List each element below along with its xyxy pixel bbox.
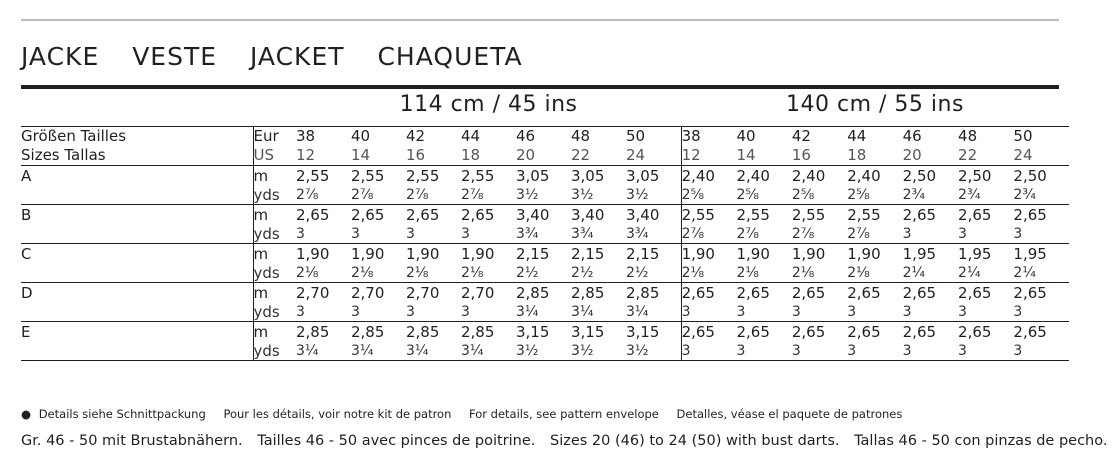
yard-value: 3¼	[516, 304, 539, 320]
meter-value: 2,40	[736, 167, 770, 185]
title-fr: VESTE	[132, 42, 218, 71]
details-note	[21, 407, 916, 421]
yard-value: 3½	[571, 187, 594, 203]
note-es: Detalles, véase el paquete de patrones	[676, 407, 903, 421]
bust-fr: Tailles 46 - 50 avec pinces de poitrine.	[257, 433, 536, 449]
meter-value: 1,90	[681, 244, 736, 265]
size-eur-cell: 42	[791, 127, 811, 145]
yard-value: 3¼	[571, 304, 594, 320]
note-fr: Pour les détails, voir notre kit de patron	[223, 407, 452, 421]
bust-es: Tallas 46 - 50 con pinzas de pecho.	[854, 433, 1108, 449]
meter-value: 1,90	[351, 245, 385, 263]
yard-value: 3	[1013, 226, 1023, 242]
size-us-cell: 22	[571, 146, 591, 164]
yard-value: 3	[1013, 304, 1023, 320]
meter-value: 2,50	[1013, 167, 1047, 185]
yard-value: 2⅛	[406, 265, 429, 281]
size-us-cell: 18	[461, 146, 481, 164]
yard-value: 2⅛	[296, 265, 319, 281]
meter-value: 2,85	[571, 284, 605, 302]
yard-value: 2⅝	[847, 187, 870, 203]
meter-value: 2,40	[681, 166, 736, 187]
yard-value: 3¼	[351, 343, 374, 359]
size-eur-cell: 44	[847, 127, 867, 145]
yard-value: 3	[296, 226, 305, 242]
meter-value: 2,65	[791, 284, 826, 302]
size-us-cell: 16	[791, 146, 811, 164]
size-us-cell: 24	[626, 146, 646, 164]
unit-yds: yds	[253, 303, 296, 322]
meter-value: 2,65	[296, 206, 330, 224]
meter-value: 2,85	[516, 284, 550, 302]
yard-value: 2⅞	[736, 226, 759, 242]
size-eur-cell: 40	[351, 127, 371, 145]
yard-value: 3	[296, 304, 305, 320]
yard-value: 3	[958, 226, 967, 242]
view-row-m	[21, 283, 1069, 304]
unit-yds: yds	[253, 225, 296, 244]
yard-value: 2¼	[958, 265, 981, 281]
meter-value: 2,65	[847, 284, 881, 302]
fabric-width-114: 114 cm / 45 ins	[399, 92, 578, 117]
meter-value: 2,15	[571, 245, 605, 263]
size-us-cell: 14	[351, 146, 371, 164]
meter-value: 3,40	[626, 206, 660, 224]
unit-m: m	[253, 283, 296, 304]
unit-yds: yds	[253, 342, 296, 361]
meter-value: 2,55	[847, 206, 881, 224]
view-label-spacer	[21, 264, 253, 283]
yard-value: 2⅛	[461, 265, 484, 281]
view-row-yds	[21, 264, 1069, 283]
note-en: For details, see pattern envelope	[469, 407, 659, 421]
meter-value: 2,55	[736, 206, 770, 224]
meter-value: 3,40	[571, 206, 605, 224]
yard-value: 3½	[516, 343, 539, 359]
view-row-yds	[21, 342, 1069, 361]
size-us-cell: 22	[958, 146, 978, 164]
meter-value: 2,55	[351, 167, 385, 185]
meter-value: 2,65	[1013, 206, 1047, 224]
size-eur-cell: 38	[296, 127, 316, 145]
unit-yds: yds	[253, 264, 296, 283]
yard-value: 2⅛	[681, 264, 736, 283]
size-eur-cell: 46	[516, 127, 536, 145]
yard-value: 3½	[626, 187, 649, 203]
yard-value: 2⅞	[791, 226, 815, 242]
yard-value: 3¼	[296, 343, 319, 359]
view-label: B	[21, 206, 32, 224]
meter-value: 3,05	[626, 167, 660, 185]
meter-value: 2,85	[296, 323, 330, 341]
meter-value: 1,95	[902, 245, 937, 263]
unit-m: m	[253, 166, 296, 187]
meter-value: 2,65	[902, 323, 937, 341]
yard-value: 2⅞	[681, 225, 736, 244]
meter-value: 2,65	[958, 206, 992, 224]
size-us-cell: 20	[902, 146, 922, 164]
size-eur-cell: 48	[958, 127, 978, 145]
meter-value: 2,65	[791, 323, 826, 341]
meter-value: 2,55	[406, 167, 440, 185]
yard-value: 3¼	[406, 343, 429, 359]
yard-value: 2⅝	[791, 187, 815, 203]
view-row-m	[21, 322, 1069, 343]
meter-value: 2,70	[406, 284, 440, 302]
title-en: JACKET	[250, 42, 345, 71]
meter-value: 2,65	[847, 323, 881, 341]
yard-value: 3	[461, 304, 470, 320]
size-eur-cell: 50	[1013, 127, 1033, 145]
size-row-us	[21, 146, 1069, 166]
yard-value: 3½	[516, 187, 539, 203]
yard-value: 2⅛	[351, 265, 374, 281]
meter-value: 2,50	[958, 167, 992, 185]
size-label-1: Größen Tailles	[21, 127, 127, 145]
yard-value: 2½	[516, 265, 539, 281]
view-row-yds	[21, 303, 1069, 322]
meter-value: 2,55	[791, 206, 826, 224]
size-eur-cell: 42	[406, 127, 426, 145]
yard-value: 2⅛	[736, 265, 759, 281]
yard-value: 3¼	[461, 343, 484, 359]
size-eur-cell: 46	[902, 127, 922, 145]
size-us-cell: 14	[736, 146, 756, 164]
view-row-yds	[21, 186, 1069, 205]
meter-value: 2,55	[296, 167, 330, 185]
yard-value: 3	[406, 226, 415, 242]
yard-value: 3	[681, 342, 736, 361]
meter-value: 1,95	[958, 245, 992, 263]
yard-value: 3¾	[626, 226, 649, 242]
yard-value: 3	[847, 343, 857, 359]
view-label: C	[21, 245, 32, 263]
meter-value: 1,90	[406, 245, 440, 263]
bust-en: Sizes 20 (46) to 24 (50) with bust darts.	[550, 433, 840, 449]
size-eur-cell: 50	[626, 127, 646, 145]
title-de: JACKE	[21, 42, 100, 71]
meter-value: 2,55	[461, 167, 495, 185]
yard-value: 2⅞	[351, 187, 374, 203]
meter-value: 2,15	[516, 245, 550, 263]
meter-value: 2,40	[847, 167, 881, 185]
size-eur-cell: 44	[461, 127, 481, 145]
view-row-yds	[21, 225, 1069, 244]
meter-value: 1,90	[847, 245, 881, 263]
unit-m: m	[253, 322, 296, 343]
us-label: US	[253, 146, 296, 166]
meter-value: 2,65	[958, 323, 992, 341]
yard-value: 3	[736, 343, 746, 359]
yard-value: 2⅞	[461, 187, 484, 203]
view-label: A	[21, 167, 32, 185]
meter-value: 1,90	[296, 245, 330, 263]
yard-value: 3	[902, 226, 912, 242]
view-row-m	[21, 166, 1069, 187]
meter-value: 2,15	[626, 245, 660, 263]
size-eur-cell: 40	[736, 127, 756, 145]
yard-value: 3	[902, 304, 912, 320]
yard-value: 3	[406, 304, 415, 320]
yard-value: 2¾	[1013, 187, 1036, 203]
meter-value: 2,85	[626, 284, 660, 302]
yard-value: 3	[902, 343, 912, 359]
yard-value: 3	[736, 304, 746, 320]
size-eur-cell: 38	[681, 127, 736, 147]
yard-value: 2⅛	[847, 265, 870, 281]
meter-value: 2,65	[736, 284, 770, 302]
view-label-spacer	[21, 303, 253, 322]
size-us-cell: 24	[1013, 146, 1033, 164]
meter-value: 2,50	[902, 167, 937, 185]
meter-value: 3,05	[571, 167, 605, 185]
yard-value: 2¼	[1013, 265, 1036, 281]
unit-m: m	[253, 244, 296, 265]
size-us-cell: 20	[516, 146, 536, 164]
meter-value: 3,15	[571, 323, 605, 341]
meter-value: 3,40	[516, 206, 550, 224]
yard-value: 2¾	[958, 187, 981, 203]
yard-value: 2⅛	[791, 265, 815, 281]
note-de: Details siehe Schnittpackung	[38, 407, 206, 421]
yard-value: 3¾	[571, 226, 594, 242]
yard-value: 3	[958, 304, 967, 320]
unit-yds: yds	[253, 186, 296, 205]
meter-value: 2,65	[351, 206, 385, 224]
meter-value: 2,65	[461, 206, 495, 224]
yard-value: 3	[1013, 343, 1023, 359]
yard-value: 3	[847, 304, 857, 320]
meter-value: 3,15	[626, 323, 660, 341]
meter-value: 2,65	[902, 206, 937, 224]
yard-value: 2⅝	[681, 186, 736, 205]
yard-value: 2¾	[902, 187, 926, 203]
size-us-cell: 16	[406, 146, 426, 164]
view-label-spacer	[21, 225, 253, 244]
top-divider	[21, 19, 1059, 21]
meter-value: 2,65	[406, 206, 440, 224]
meter-value: 2,65	[1013, 284, 1047, 302]
meter-value: 2,65	[681, 283, 736, 304]
view-label: E	[21, 323, 31, 341]
yard-value: 3½	[626, 343, 649, 359]
eur-label: Eur	[253, 127, 296, 147]
meter-value: 1,90	[736, 245, 770, 263]
view-row-m	[21, 205, 1069, 226]
yard-value: 3	[791, 304, 801, 320]
yard-value: 3	[461, 226, 470, 242]
yard-value: 2¼	[902, 265, 926, 281]
yard-value: 3¾	[516, 226, 539, 242]
yard-value: 3	[351, 304, 360, 320]
yard-value: 3½	[571, 343, 594, 359]
meter-value: 2,70	[461, 284, 495, 302]
meter-value: 3,15	[516, 323, 550, 341]
meter-value: 1,95	[1013, 245, 1047, 263]
yard-value: 2½	[626, 265, 649, 281]
bullet-icon: ●	[21, 407, 32, 421]
view-label-spacer	[21, 342, 253, 361]
yard-value: 3	[791, 343, 801, 359]
size-label-2: Sizes Tallas	[21, 146, 106, 164]
size-row-eur	[21, 127, 1069, 147]
meter-value: 2,65	[1013, 323, 1047, 341]
title-divider	[21, 85, 1059, 89]
meter-value: 2,85	[351, 323, 385, 341]
bust-de: Gr. 46 - 50 mit Brustabnähern.	[21, 433, 243, 449]
yard-value: 2½	[571, 265, 594, 281]
unit-m: m	[253, 205, 296, 226]
bust-darts-note	[21, 433, 1117, 449]
yard-value: 3	[958, 343, 967, 359]
meter-value: 2,65	[736, 323, 770, 341]
meter-value: 2,40	[791, 167, 826, 185]
yardage-table	[21, 92, 1069, 361]
yard-value: 2⅞	[406, 187, 429, 203]
view-label: D	[21, 284, 33, 302]
size-us-cell: 12	[681, 146, 736, 166]
meter-value: 2,65	[902, 284, 937, 302]
fabric-width-140: 140 cm / 55 ins	[786, 92, 964, 117]
yard-value: 2⅞	[296, 187, 319, 203]
meter-value: 2,85	[461, 323, 495, 341]
meter-value: 2,70	[296, 284, 330, 302]
view-row-m	[21, 244, 1069, 265]
meter-value: 2,70	[351, 284, 385, 302]
fabric-width-header	[21, 92, 1069, 127]
meter-value: 2,65	[958, 284, 992, 302]
size-eur-cell: 48	[571, 127, 591, 145]
meter-value: 1,90	[791, 245, 826, 263]
meter-value: 2,85	[406, 323, 440, 341]
yard-value: 3¼	[626, 304, 649, 320]
view-label-spacer	[21, 186, 253, 205]
size-us-cell: 12	[296, 146, 316, 164]
size-us-cell: 18	[847, 146, 867, 164]
meter-value: 3,05	[516, 167, 550, 185]
yard-value: 2⅝	[736, 187, 759, 203]
meter-value: 2,65	[681, 322, 736, 343]
meter-value: 1,90	[461, 245, 495, 263]
meter-value: 2,55	[681, 205, 736, 226]
garment-title	[21, 42, 547, 71]
yard-value: 3	[351, 226, 360, 242]
yard-value: 2⅞	[847, 226, 870, 242]
yard-value: 3	[681, 303, 736, 322]
title-es: CHAQUETA	[377, 42, 523, 71]
